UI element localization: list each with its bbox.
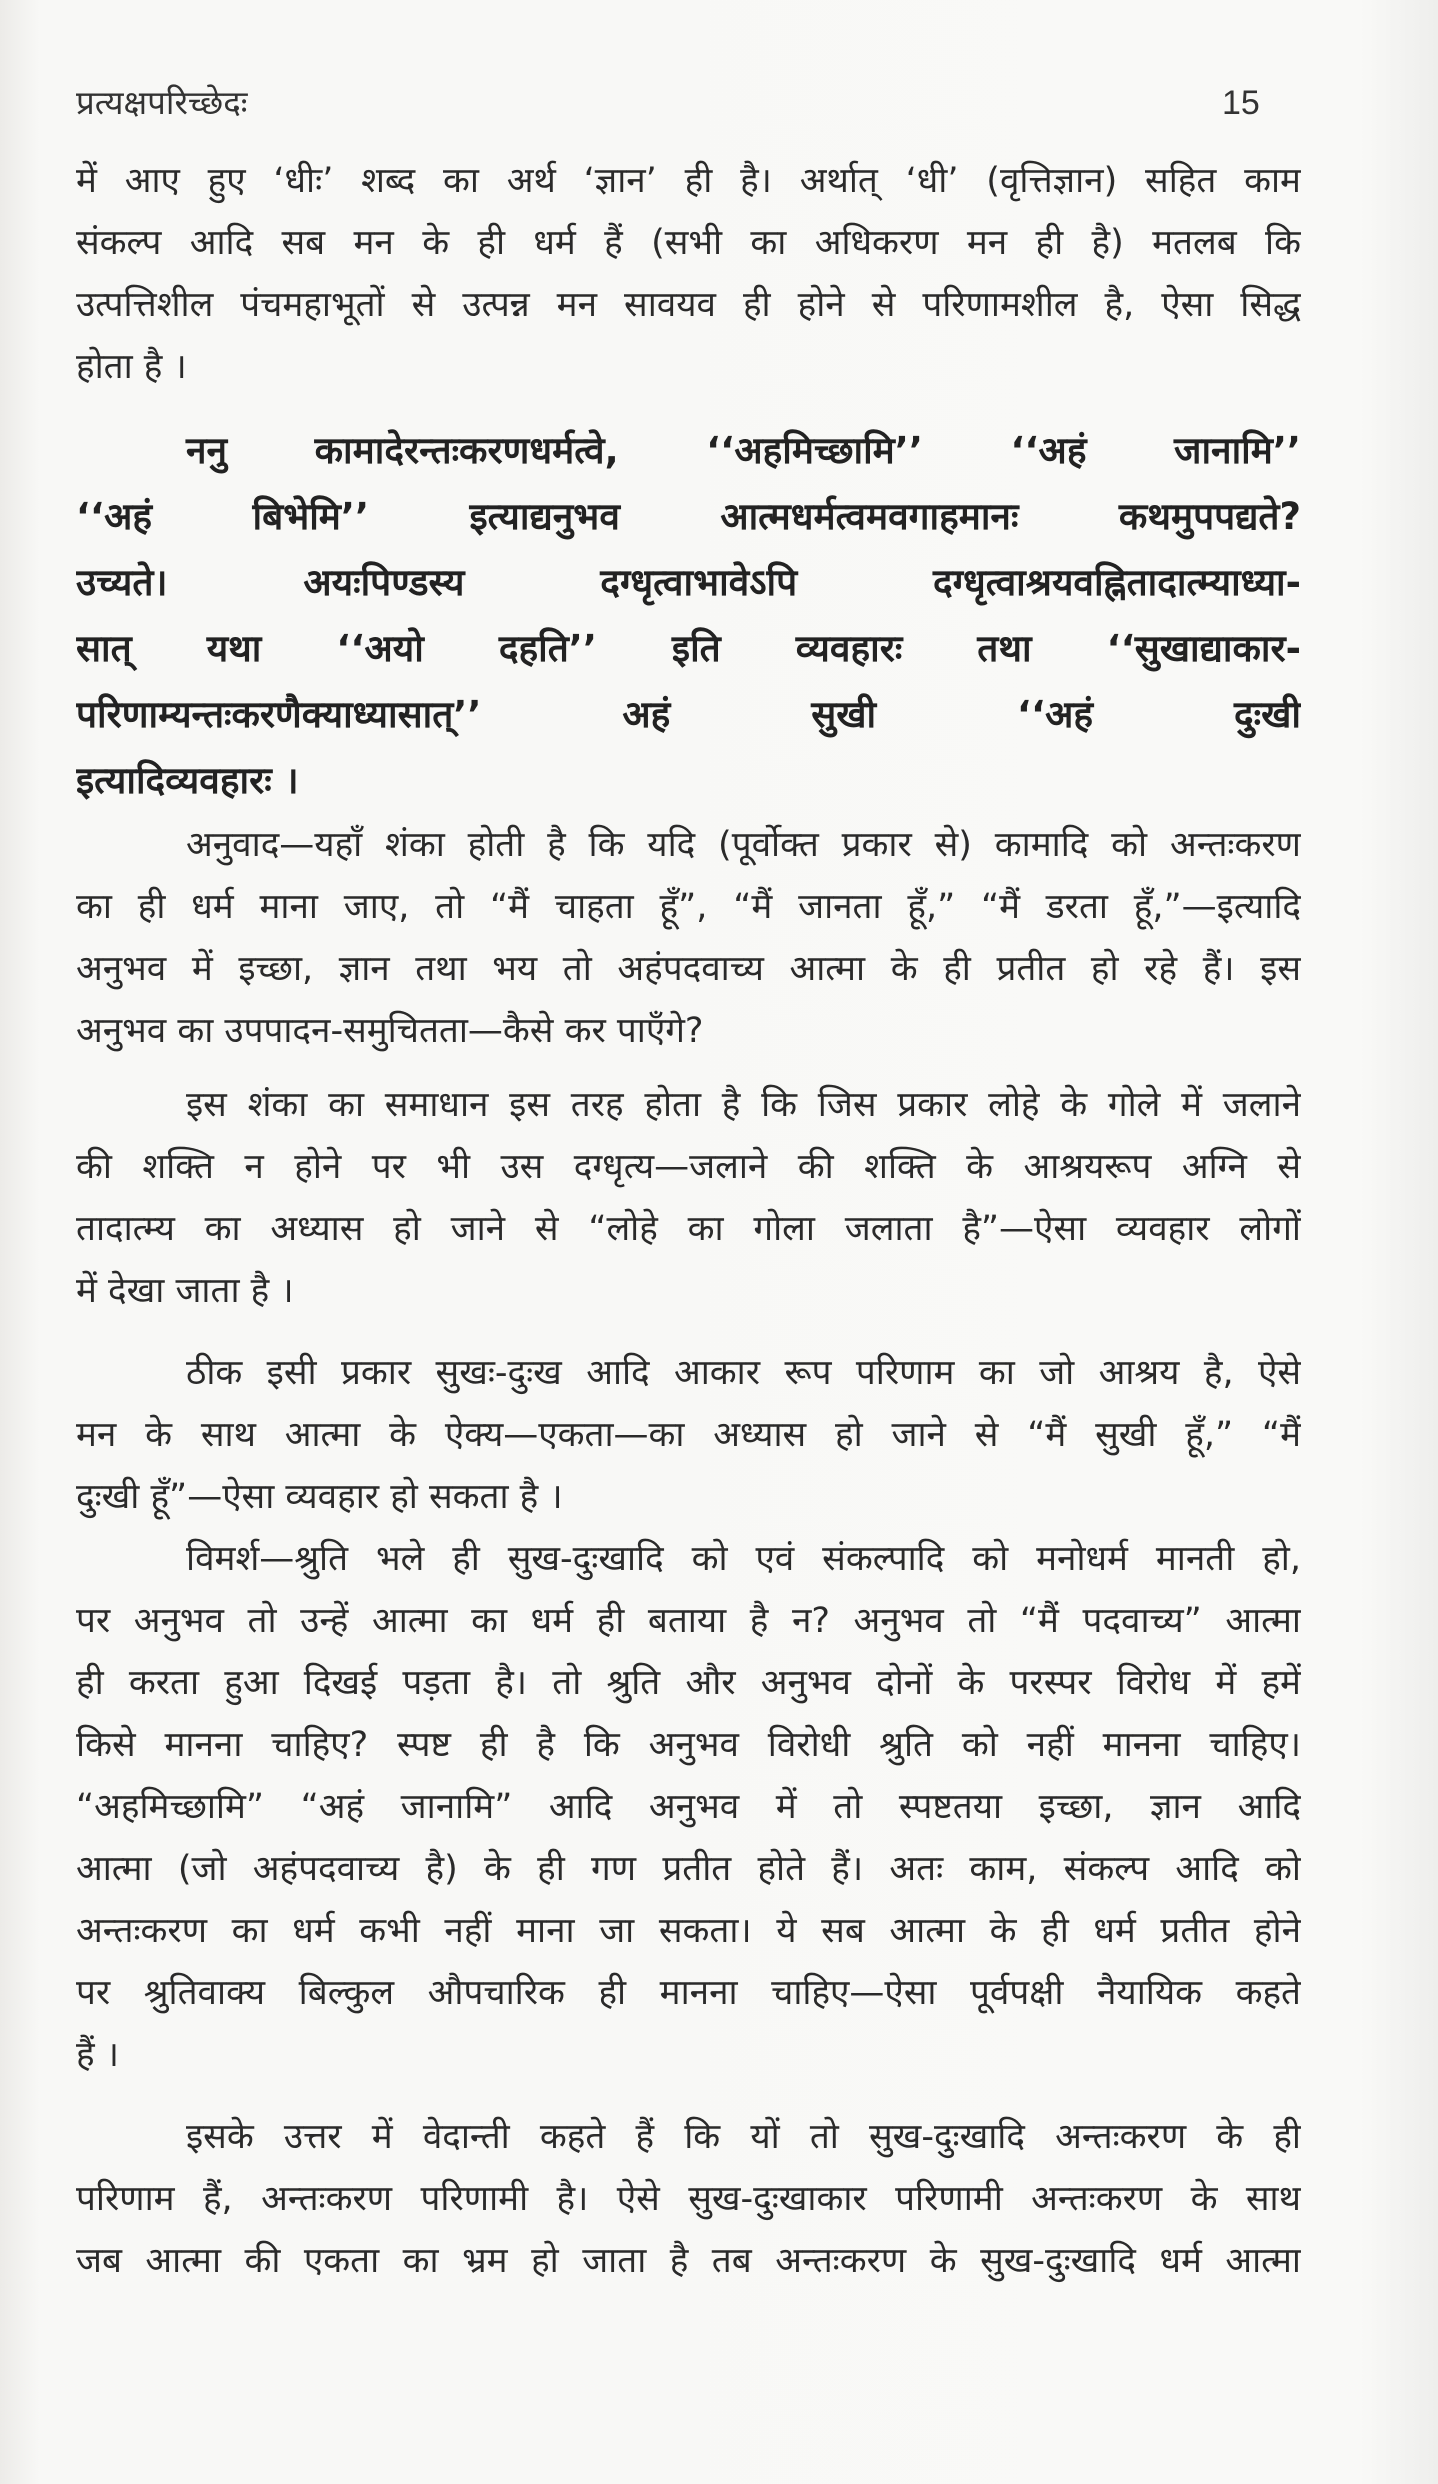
page-number: 15 [1222,84,1260,122]
text-line: उत्पत्तिशील पंचमहाभूतों से उत्पन्न मन सावयव ही होने से परिणामशील है, ऐसा सिद्ध [76,285,1301,325]
text-line: परिणाम हैं, अन्तःकरण परिणामी है। ऐसे सुख-दुःखाकार परिणामी अन्तःकरण के साथ [76,2179,1301,2219]
text-line: ही करता हुआ दिखई पड़ता है। तो श्रुति और अनुभव दोनों के परस्पर विरोध में हमें [76,1663,1301,1703]
text-line: किसे मानना चाहिए? स्पष्ट ही है कि अनुभव विरोधी श्रुति को नहीं मानना चाहिए। [76,1725,1301,1765]
text-line: विमर्श—श्रुति भले ही सुख-दुःखादि को एवं संकल्पादि को मनोधर्म मानती हो, [186,1539,1301,1579]
paragraph-anuvad [76,814,1301,1062]
sanskrit-line: ननु कामादेरन्तःकरणधर्मत्वे, ‘‘अहमिच्छामि’’ ‘‘अहं जानामि’’ [186,429,1301,472]
text-line: मन के साथ आत्मा के ऐक्य—एकता—का अध्यास हो जाने से “मैं सुखी हूँ,” “मैं [76,1415,1301,1455]
text-line: “अहमिच्छामि” “अहं जानामि” आदि अनुभव में तो स्पष्टतया इच्छा, ज्ञान आदि [76,1787,1301,1827]
text-line: इस शंका का समाधान इस तरह होता है कि जिस प्रकार लोहे के गोले में जलाने [186,1085,1301,1125]
text-line: में आए हुए ‘धीः’ शब्द का अर्थ ‘ज्ञान’ ही है। अर्थात् ‘धी’ (वृत्तिज्ञान) सहित काम [76,161,1301,201]
sanskrit-line: परिणाम्यन्तःकरणैक्याध्यासात्’’ अहं सुखी ‘‘अहं दुःखी [76,693,1301,736]
paragraph-intro [76,150,1301,398]
text-line: होता है । [76,347,187,387]
text-line: इसके उत्तर में वेदान्ती कहते हैं कि यों तो सुख-दुःखादि अन्तःकरण के ही [186,2117,1301,2157]
running-title: प्रत्यक्षपरिच्छेदः [76,83,248,122]
paragraph-uttar [76,2106,1301,2292]
sanskrit-line: ‘‘अहं बिभेमि’’ इत्याद्यनुभव आत्मधर्मत्वमवगाहमानः कथमुपपद्यते? [76,495,1301,538]
text-line: संकल्प आदि सब मन के ही धर्म हैं (सभी का अधिकरण मन ही है) मतलब कि [76,223,1301,263]
text-line: जब आत्मा की एकता का भ्रम हो जाता है तब अन्तःकरण के सुख-दुःखादि धर्म आत्मा [76,2241,1301,2281]
text-line: दुःखी हूँ”—ऐसा व्यवहार हो सकता है । [76,1477,563,1517]
text-line: का ही धर्म माना जाए, तो “मैं चाहता हूँ”, “मैं जानता हूँ,” “मैं डरता हूँ,”—इत्यादि [76,887,1301,927]
text-line: तादात्म्य का अध्यास हो जाने से “लोहे का गोला जलाता है”—ऐसा व्यवहार लोगों [76,1209,1301,1249]
body-text [76,150,1301,2292]
sanskrit-line: उच्यते। अयःपिण्डस्य दग्धृत्वाभावेऽपि दग्धृत्वाश्रयवह्नितादात्म्याध्या- [76,561,1301,604]
sanskrit-line: सात् यथा ‘‘अयो दहति’’ इति व्यवहारः तथा ‘‘सुखाद्याकार- [76,627,1301,670]
text-line: में देखा जाता है । [76,1271,294,1311]
text-line: अनुभव में इच्छा, ज्ञान तथा भय तो अहंपदवाच्य आत्मा के ही प्रतीत हो रहे हैं। इस [76,949,1301,989]
text-line: ठीक इसी प्रकार सुखः-दुःख आदि आकार रूप परिणाम का जो आश्रय है, ऐसे [186,1353,1301,1393]
sanskrit-verse [76,418,1301,814]
paragraph-samadhan [76,1074,1301,1322]
text-line: अनुवाद—यहाँ शंका होती है कि यदि (पूर्वोक्त प्रकार से) कामादि को अन्तःकरण [186,825,1301,865]
paragraph-vimarsh [76,1528,1301,2086]
paragraph-theek [76,1342,1301,1528]
text-line: अनुभव का उपपादन-समुचितता—कैसे कर पाएँगे? [76,1011,704,1051]
text-line: अन्तःकरण का धर्म कभी नहीं माना जा सकता। ये सब आत्मा के ही धर्म प्रतीत होने [76,1911,1301,1951]
text-line: पर अनुभव तो उन्हें आत्मा का धर्म ही बताया है न? अनुभव तो “मैं पदवाच्य” आत्मा [76,1601,1301,1641]
text-line: आत्मा (जो अहंपदवाच्य है) के ही गण प्रतीत होते हैं। अतः काम, संकल्प आदि को [76,1849,1301,1889]
text-line: हैं । [76,2035,119,2075]
text-line: पर श्रुतिवाक्य बिल्कुल औपचारिक ही मानना चाहिए—ऐसा पूर्वपक्षी नैयायिक कहते [76,1973,1301,2013]
sanskrit-line: इत्यादिव्यवहारः । [76,759,299,802]
text-line: की शक्ति न होने पर भी उस दग्धृत्य—जलाने की शक्ति के आश्रयरूप अग्नि से [76,1147,1301,1187]
page-header [76,78,1276,128]
